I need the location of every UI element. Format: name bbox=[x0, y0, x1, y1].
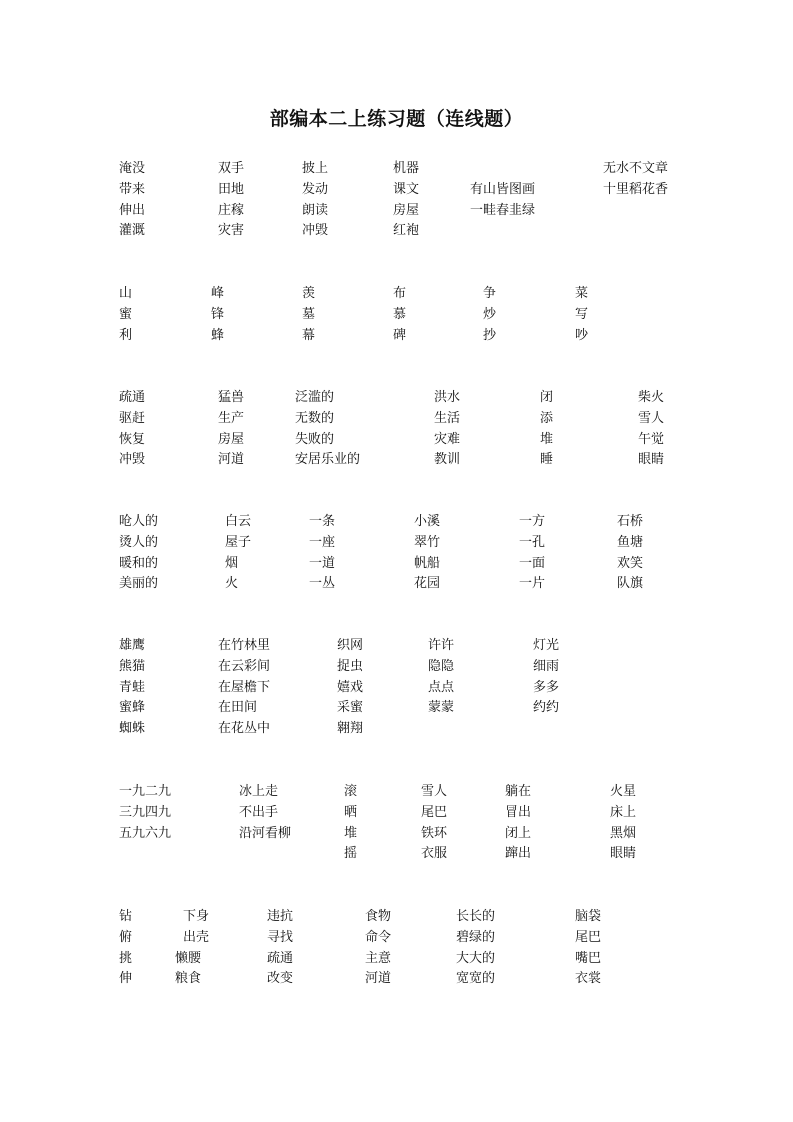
word-item[interactable]: 菜 bbox=[575, 286, 589, 301]
word-item[interactable]: 庄稼 bbox=[218, 202, 245, 218]
word-item[interactable]: 雄鹰 bbox=[119, 638, 146, 653]
word-item[interactable]: 俯 bbox=[119, 929, 133, 945]
word-item[interactable]: 添 bbox=[540, 410, 554, 426]
word-item[interactable]: 蒙蒙 bbox=[428, 700, 455, 716]
word-item[interactable]: 烫人的 bbox=[119, 534, 159, 550]
word-item[interactable]: 吵 bbox=[575, 327, 589, 343]
word-item[interactable]: 墓 bbox=[302, 306, 316, 322]
word-item[interactable]: 柴火 bbox=[638, 390, 665, 405]
word-item[interactable]: 朗读 bbox=[302, 202, 329, 218]
word-item[interactable]: 小溪 bbox=[414, 514, 441, 529]
word-column bbox=[119, 388, 145, 471]
word-item[interactable]: 房屋 bbox=[393, 202, 420, 218]
word-column bbox=[393, 284, 406, 346]
word-item[interactable]: 一条 bbox=[309, 514, 336, 529]
word-column bbox=[470, 159, 535, 221]
word-item[interactable]: 闭上 bbox=[505, 825, 532, 841]
word-column bbox=[617, 512, 643, 595]
word-item[interactable]: 翠竹 bbox=[414, 534, 441, 550]
word-item[interactable]: 石桥 bbox=[617, 514, 644, 529]
word-item[interactable]: 懒腰 bbox=[175, 950, 202, 966]
page-title: 部编本二上练习题（连线题） bbox=[269, 108, 524, 130]
word-item[interactable]: 驱赶 bbox=[119, 410, 146, 426]
word-item[interactable]: 有山皆图画 bbox=[470, 181, 536, 197]
word-item[interactable]: 熊猫 bbox=[119, 658, 146, 674]
word-item[interactable]: 下身 bbox=[183, 909, 210, 924]
word-item[interactable]: 许许 bbox=[428, 638, 455, 653]
word-column bbox=[295, 388, 360, 471]
word-item[interactable]: 双手 bbox=[218, 161, 245, 176]
word-item[interactable]: 慕 bbox=[393, 306, 407, 322]
word-item[interactable]: 尾巴 bbox=[421, 804, 448, 820]
word-item[interactable]: 失败的 bbox=[295, 431, 335, 447]
word-item[interactable]: 雪人 bbox=[638, 410, 665, 426]
word-item[interactable]: 白云 bbox=[225, 514, 252, 529]
word-column bbox=[483, 284, 496, 346]
word-item[interactable]: 摇 bbox=[344, 846, 358, 862]
word-item[interactable]: 伸出 bbox=[119, 202, 146, 218]
word-item[interactable]: 粮食 bbox=[175, 971, 202, 987]
word-item[interactable]: 队旗 bbox=[617, 576, 644, 592]
word-item[interactable]: 冒出 bbox=[505, 804, 532, 820]
word-item[interactable]: 机器 bbox=[393, 161, 420, 176]
word-item[interactable]: 在花丛中 bbox=[218, 721, 271, 737]
word-item[interactable]: 碧绿的 bbox=[456, 929, 496, 945]
word-column bbox=[519, 512, 545, 595]
word-column bbox=[603, 159, 668, 201]
word-item[interactable]: 生产 bbox=[218, 410, 245, 426]
word-item[interactable]: 出壳 bbox=[183, 929, 210, 945]
word-item[interactable]: 约约 bbox=[533, 700, 560, 716]
word-item[interactable]: 嘴巴 bbox=[575, 950, 602, 966]
word-item[interactable]: 冰上走 bbox=[239, 784, 279, 799]
word-item[interactable]: 一九二九 bbox=[119, 784, 172, 799]
word-item[interactable]: 披上 bbox=[302, 161, 329, 176]
word-item[interactable]: 一座 bbox=[309, 534, 336, 550]
word-item[interactable]: 猛兽 bbox=[218, 390, 245, 405]
word-item[interactable]: 无水不文章 bbox=[603, 161, 669, 176]
word-item[interactable]: 峰 bbox=[211, 286, 225, 301]
word-item[interactable]: 堆 bbox=[344, 825, 358, 841]
word-item[interactable]: 宽宽的 bbox=[456, 971, 496, 987]
word-item[interactable]: 一片 bbox=[519, 576, 546, 592]
word-column bbox=[225, 512, 251, 595]
word-item[interactable]: 碑 bbox=[393, 327, 407, 343]
word-item[interactable]: 采蜜 bbox=[337, 700, 364, 716]
word-item[interactable]: 灾难 bbox=[434, 431, 461, 447]
word-column bbox=[414, 512, 440, 595]
word-item[interactable]: 命令 bbox=[365, 929, 392, 945]
word-item[interactable]: 蜘蛛 bbox=[119, 721, 146, 737]
word-column bbox=[218, 159, 244, 242]
word-item[interactable]: 淹没 bbox=[119, 161, 146, 176]
word-item[interactable]: 捉虫 bbox=[337, 658, 364, 674]
word-item[interactable]: 泛滥的 bbox=[295, 390, 335, 405]
word-item[interactable]: 雪人 bbox=[421, 784, 448, 799]
word-item[interactable]: 尾巴 bbox=[575, 929, 602, 945]
word-item[interactable]: 翱翔 bbox=[337, 721, 364, 737]
word-item[interactable]: 灯光 bbox=[533, 638, 560, 653]
word-column bbox=[211, 284, 224, 346]
word-item[interactable]: 发动 bbox=[302, 181, 329, 197]
word-item[interactable]: 多多 bbox=[533, 679, 560, 695]
word-item[interactable]: 黑烟 bbox=[610, 825, 637, 841]
word-column bbox=[239, 782, 291, 844]
word-item[interactable]: 脑袋 bbox=[575, 909, 602, 924]
word-item[interactable]: 一孔 bbox=[519, 534, 546, 550]
word-column bbox=[365, 907, 391, 990]
word-item[interactable]: 青蛙 bbox=[119, 679, 146, 695]
word-column bbox=[610, 782, 636, 865]
word-column bbox=[119, 512, 158, 595]
word-column bbox=[302, 159, 328, 242]
word-item[interactable]: 冲毁 bbox=[119, 452, 146, 468]
word-item[interactable]: 屋子 bbox=[225, 534, 252, 550]
word-item[interactable]: 炒 bbox=[483, 306, 497, 322]
word-item[interactable]: 在田间 bbox=[218, 700, 258, 716]
word-item[interactable]: 一畦春韭绿 bbox=[470, 202, 536, 218]
word-column bbox=[428, 636, 454, 719]
word-column bbox=[456, 907, 495, 990]
word-item[interactable]: 红袍 bbox=[393, 223, 420, 239]
word-item[interactable]: 晒 bbox=[344, 804, 358, 820]
word-item[interactable]: 钻 bbox=[119, 909, 133, 924]
word-item[interactable]: 鱼塘 bbox=[617, 534, 644, 550]
word-item[interactable]: 无数的 bbox=[295, 410, 335, 426]
word-item[interactable]: 幕 bbox=[302, 327, 316, 343]
word-column bbox=[175, 907, 210, 990]
word-item[interactable]: 火 bbox=[225, 576, 239, 592]
word-item[interactable]: 美丽的 bbox=[119, 576, 159, 592]
word-item[interactable]: 课文 bbox=[393, 181, 420, 197]
word-item[interactable]: 争 bbox=[483, 286, 497, 301]
word-item[interactable]: 床上 bbox=[610, 804, 637, 820]
word-item[interactable]: 生活 bbox=[434, 410, 461, 426]
word-item[interactable]: 呛人的 bbox=[119, 514, 159, 529]
word-item[interactable]: 冲毁 bbox=[302, 223, 329, 239]
word-column bbox=[638, 388, 664, 471]
word-item[interactable]: 衣裳 bbox=[575, 971, 602, 987]
word-item[interactable]: 十里稻花香 bbox=[603, 181, 669, 197]
word-item[interactable]: 羡 bbox=[302, 286, 316, 301]
word-item[interactable]: 在云彩间 bbox=[218, 658, 271, 674]
word-item[interactable]: 疏通 bbox=[267, 950, 294, 966]
word-column bbox=[540, 388, 553, 471]
word-item[interactable] bbox=[470, 159, 535, 180]
word-column bbox=[302, 284, 315, 346]
word-column bbox=[119, 159, 145, 242]
word-column bbox=[218, 636, 270, 740]
word-item[interactable]: 蜜 bbox=[119, 306, 133, 322]
word-item[interactable]: 在竹林里 bbox=[218, 638, 271, 653]
word-item[interactable]: 大大的 bbox=[456, 950, 496, 966]
word-item[interactable]: 点点 bbox=[428, 679, 455, 695]
word-item[interactable]: 蹿出 bbox=[505, 846, 532, 862]
word-item[interactable]: 躺在 bbox=[505, 784, 532, 799]
word-item[interactable]: 嬉戏 bbox=[337, 679, 364, 695]
word-item[interactable]: 蜜蜂 bbox=[119, 700, 146, 716]
word-item[interactable]: 锋 bbox=[211, 306, 225, 322]
word-column bbox=[421, 782, 447, 865]
word-item[interactable]: 眼睛 bbox=[638, 452, 665, 468]
word-column bbox=[119, 284, 132, 346]
word-item[interactable]: 蜂 bbox=[211, 327, 225, 343]
word-item[interactable]: 眼睛 bbox=[610, 846, 637, 862]
word-item[interactable]: 布 bbox=[393, 286, 407, 301]
word-item[interactable]: 安居乐业的 bbox=[295, 452, 361, 468]
word-item[interactable]: 火星 bbox=[610, 784, 637, 799]
word-item[interactable]: 灌溉 bbox=[119, 223, 146, 239]
word-item[interactable]: 在屋檐下 bbox=[218, 679, 271, 695]
word-column bbox=[119, 907, 132, 990]
word-item[interactable]: 长长的 bbox=[456, 909, 496, 924]
word-item[interactable]: 隐隐 bbox=[428, 658, 455, 674]
word-column bbox=[505, 782, 531, 865]
word-item[interactable]: 山 bbox=[119, 286, 133, 301]
word-item[interactable]: 房屋 bbox=[218, 431, 245, 447]
word-item[interactable]: 三九四九 bbox=[119, 804, 172, 820]
word-item[interactable]: 午觉 bbox=[638, 431, 665, 447]
word-column bbox=[267, 907, 293, 990]
word-column bbox=[344, 782, 357, 865]
word-item[interactable]: 灾害 bbox=[218, 223, 245, 239]
word-column bbox=[309, 512, 335, 595]
word-item[interactable]: 沿河看柳 bbox=[239, 825, 292, 841]
word-item[interactable]: 利 bbox=[119, 327, 133, 343]
word-item[interactable]: 田地 bbox=[218, 181, 245, 197]
word-item[interactable]: 细雨 bbox=[533, 658, 560, 674]
word-item[interactable]: 带来 bbox=[119, 181, 146, 197]
word-item[interactable]: 暖和的 bbox=[119, 555, 159, 571]
word-item[interactable]: 织网 bbox=[337, 638, 364, 653]
word-item[interactable]: 食物 bbox=[365, 909, 392, 924]
word-item[interactable]: 睡 bbox=[540, 452, 554, 468]
word-column bbox=[533, 636, 559, 719]
word-column bbox=[119, 782, 171, 844]
word-item[interactable]: 主意 bbox=[365, 950, 392, 966]
word-item[interactable]: 堆 bbox=[540, 431, 554, 447]
word-item[interactable]: 教训 bbox=[434, 452, 461, 468]
word-column bbox=[119, 636, 145, 740]
word-item[interactable]: 违抗 bbox=[267, 909, 294, 924]
word-item[interactable]: 伸 bbox=[119, 971, 133, 987]
word-item[interactable]: 写 bbox=[575, 306, 589, 322]
word-item[interactable]: 一面 bbox=[519, 555, 546, 571]
word-item[interactable]: 抄 bbox=[483, 327, 497, 343]
word-item[interactable]: 烟 bbox=[225, 555, 239, 571]
word-item[interactable]: 花园 bbox=[414, 576, 441, 592]
word-item[interactable]: 铁环 bbox=[421, 825, 448, 841]
word-item[interactable]: 挑 bbox=[119, 950, 133, 966]
word-item[interactable]: 帆船 bbox=[414, 555, 441, 571]
word-item[interactable]: 一丛 bbox=[309, 576, 336, 592]
word-item[interactable]: 滚 bbox=[344, 784, 358, 799]
word-item[interactable]: 河道 bbox=[218, 452, 245, 468]
word-column bbox=[434, 388, 460, 471]
word-item[interactable]: 洪水 bbox=[434, 390, 461, 405]
word-item[interactable]: 欢笑 bbox=[617, 555, 644, 571]
word-item[interactable]: 一方 bbox=[519, 514, 546, 529]
word-column bbox=[218, 388, 244, 471]
word-item[interactable]: 恢复 bbox=[119, 431, 146, 447]
word-item[interactable]: 衣服 bbox=[421, 846, 448, 862]
word-column bbox=[393, 159, 419, 242]
word-item[interactable]: 闭 bbox=[540, 390, 554, 405]
word-column bbox=[575, 907, 601, 990]
word-item[interactable]: 河道 bbox=[365, 971, 392, 987]
word-item[interactable]: 一道 bbox=[309, 555, 336, 571]
word-item[interactable]: 改变 bbox=[267, 971, 294, 987]
word-item[interactable]: 五九六九 bbox=[119, 825, 172, 841]
word-column bbox=[575, 284, 588, 346]
word-item[interactable]: 不出手 bbox=[239, 804, 279, 820]
word-item[interactable]: 寻找 bbox=[267, 929, 294, 945]
word-column bbox=[337, 636, 363, 740]
word-item[interactable]: 疏通 bbox=[119, 390, 146, 405]
